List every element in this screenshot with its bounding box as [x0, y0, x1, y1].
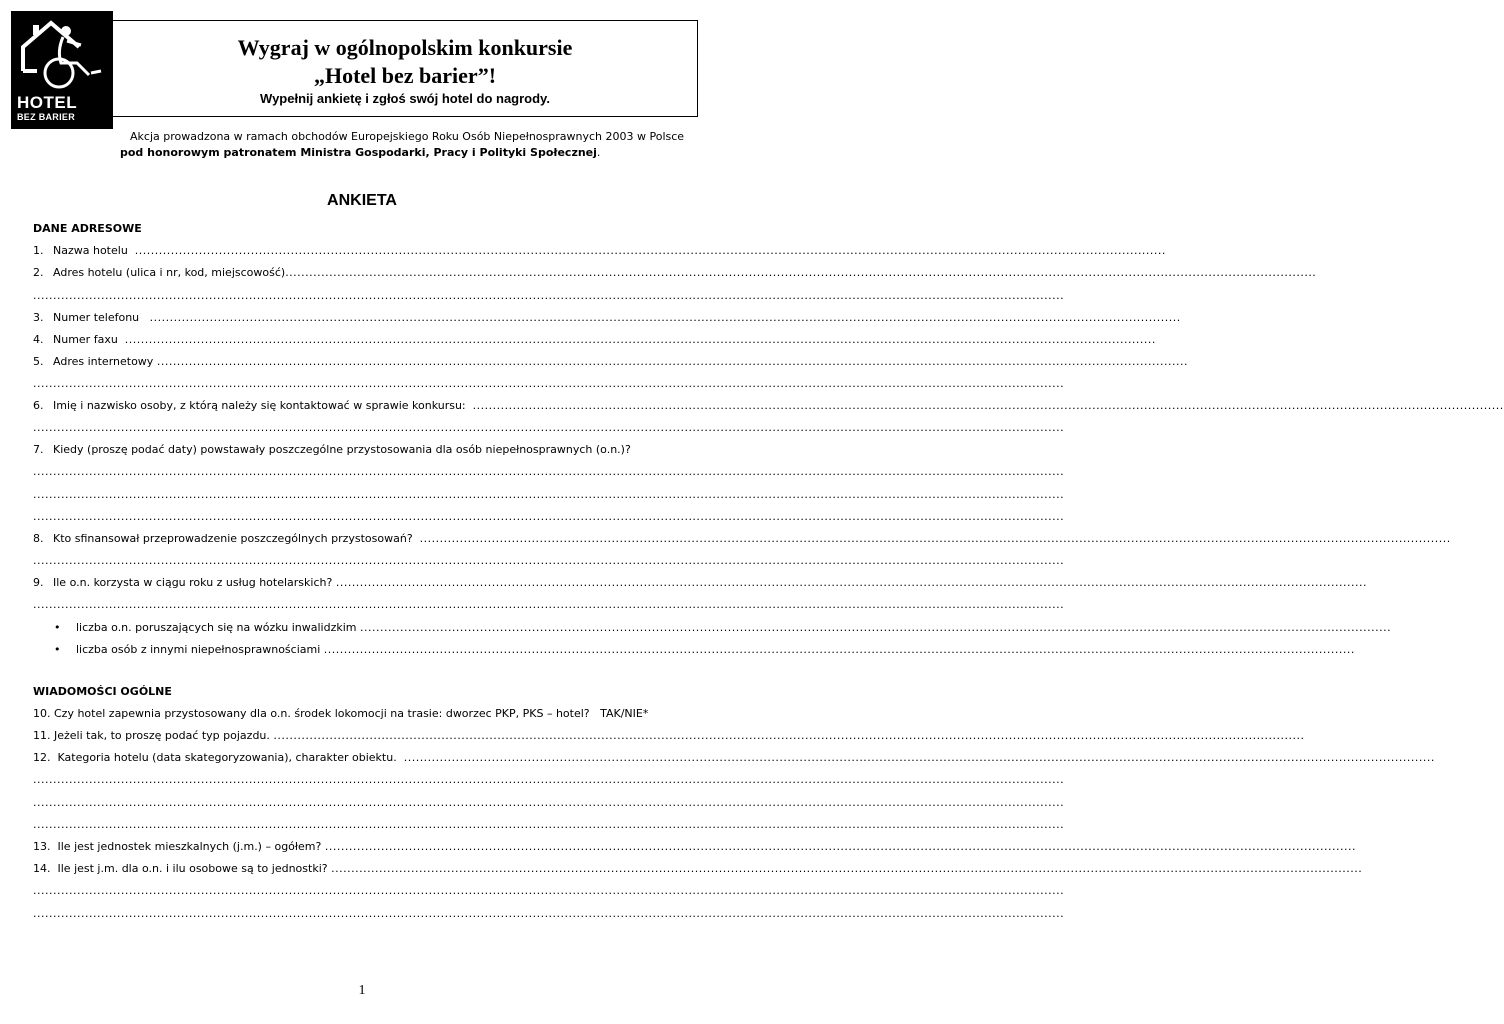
q10-label: Czy hotel zapewnia przystosowany dla o.n. środek lokomocji na trasie: dworzec PKP, PKS – hotel?: [54, 707, 590, 720]
title-line-1: Wygraj w ogólnopolskim konkursie: [237, 35, 573, 60]
bullet-label-other: liczba osób z innymi niepełnosprawnościami: [76, 643, 321, 656]
q7-label: Kiedy (proszę podać daty) powstawały poszczególne przystosowania dla osób niepełnosprawnych (o.n.)?: [53, 443, 631, 456]
field-q1[interactable]: [33, 243, 1166, 259]
fill-line[interactable]: [33, 817, 1065, 833]
intro-line-1: Akcja prowadzona w ramach obchodów Europejskiego Roku Osób Niepełnosprawnych 2003 w Polsce: [130, 130, 685, 143]
q6-fill-line[interactable]: ..................................................................................................................................................................................................................................................................: [472, 399, 1504, 412]
form-title: ANKIETA: [327, 192, 397, 209]
q11-fill-line[interactable]: ..................................................................................................................................................................................................................................................................: [273, 729, 1305, 742]
fill-line[interactable]: [33, 487, 1065, 503]
field-q4[interactable]: [33, 332, 1156, 348]
q13-label: Ile jest jednostek mieszkalnych (j.m.) – ogółem?: [57, 840, 322, 853]
q10-number: 10.: [33, 707, 51, 720]
q1-fill-line[interactable]: ..................................................................................................................................................................................................................................................................: [134, 244, 1166, 257]
fill-line-dots[interactable]: ..................................................................................................................................................................................................................................................................: [33, 598, 1065, 611]
q3-number: 3.: [33, 311, 44, 324]
q5-fill-line[interactable]: ..................................................................................................................................................................................................................................................................: [156, 355, 1188, 368]
fill-line-dots[interactable]: ..................................................................................................................................................................................................................................................................: [33, 510, 1065, 523]
bullet-icon: •: [54, 621, 61, 634]
q4-label: Numer faxu: [53, 333, 118, 346]
fill-line[interactable]: [33, 376, 1065, 392]
fill-line-dots[interactable]: ..................................................................................................................................................................................................................................................................: [33, 884, 1065, 897]
logo-text-hotel: HOTEL: [17, 93, 78, 112]
section-general: WIADOMOŚCI OGÓLNE: [33, 685, 172, 698]
page-number: 1: [358, 983, 366, 998]
q9-fill-line[interactable]: ..................................................................................................................................................................................................................................................................: [335, 576, 1367, 589]
bullet-fill-line[interactable]: ..................................................................................................................................................................................................................................................................: [360, 621, 1392, 634]
q2-number: 2.: [33, 266, 44, 279]
q4-number: 4.: [33, 333, 44, 346]
q13-number: 13.: [33, 840, 51, 853]
fill-line[interactable]: [33, 906, 1065, 922]
q8-number: 8.: [33, 532, 44, 545]
field-q12[interactable]: [33, 750, 1435, 766]
q14-label: Ile jest j.m. dla o.n. i ilu osobowe są to jednostki?: [57, 862, 328, 875]
q14-number: 14.: [33, 862, 51, 875]
fill-line[interactable]: [33, 597, 1065, 613]
fill-line-dots[interactable]: ..................................................................................................................................................................................................................................................................: [33, 289, 1065, 302]
fill-line[interactable]: [33, 795, 1065, 811]
q9-number: 9.: [33, 576, 44, 589]
field-q9[interactable]: [33, 575, 1367, 591]
hotel-bez-barier-logo: [11, 11, 113, 129]
q6-number: 6.: [33, 399, 44, 412]
fill-line-dots[interactable]: ..................................................................................................................................................................................................................................................................: [33, 465, 1065, 478]
q8-fill-line[interactable]: ..................................................................................................................................................................................................................................................................: [419, 532, 1451, 545]
q2-label: Adres hotelu (ulica i nr, kod, miejscowość): [53, 266, 286, 279]
fill-line-dots[interactable]: ..................................................................................................................................................................................................................................................................: [33, 907, 1065, 920]
subtitle: Wypełnij ankietę i zgłoś swój hotel do nagrody.: [260, 91, 550, 106]
fill-line[interactable]: [33, 772, 1065, 788]
q5-label: Adres internetowy: [53, 355, 154, 368]
logo-text-bez-barier: BEZ BARIER: [17, 112, 76, 122]
fill-line-dots[interactable]: ..................................................................................................................................................................................................................................................................: [33, 554, 1065, 567]
fill-line-dots[interactable]: ..................................................................................................................................................................................................................................................................: [33, 421, 1065, 434]
fill-line[interactable]: [33, 509, 1065, 525]
field-q8[interactable]: [33, 531, 1451, 547]
intro-period: .: [596, 146, 601, 159]
fill-line[interactable]: [33, 553, 1065, 569]
q1-label: Nazwa hotelu: [53, 244, 128, 257]
q14-fill-line[interactable]: ..................................................................................................................................................................................................................................................................: [331, 862, 1363, 875]
intro-line-2: pod honorowym patronatem Ministra Gospodarki, Pracy i Polityki Społecznej: [120, 146, 597, 159]
title-line-2: „Hotel bez barier”!: [313, 63, 497, 88]
fill-line-dots[interactable]: ..................................................................................................................................................................................................................................................................: [33, 796, 1065, 809]
q10-answer-options[interactable]: TAK/NIE*: [600, 707, 649, 720]
q12-label: Kategoria hotelu (data skategoryzowania), charakter obiektu.: [57, 751, 397, 764]
q5-number: 5.: [33, 355, 44, 368]
fill-line[interactable]: [33, 883, 1065, 899]
fill-line-dots[interactable]: ..................................................................................................................................................................................................................................................................: [33, 773, 1065, 786]
fill-line[interactable]: [33, 288, 1065, 304]
field-q14[interactable]: [33, 861, 1363, 877]
q13-fill-line[interactable]: ..................................................................................................................................................................................................................................................................: [324, 840, 1356, 853]
q2-fill-line[interactable]: ..................................................................................................................................................................................................................................................................: [285, 266, 1317, 279]
q12-number: 12.: [33, 751, 51, 764]
fill-line-dots[interactable]: ..................................................................................................................................................................................................................................................................: [33, 488, 1065, 501]
intro-text: [120, 129, 684, 161]
q6-label: Imię i nazwisko osoby, z którą należy się kontaktować w sprawie konkursu:: [53, 399, 466, 412]
field-bullet-wheelchair[interactable]: [54, 620, 1392, 636]
bullet-label-wheelchair: liczba o.n. poruszających się na wózku inwalidzkim: [76, 621, 357, 634]
field-q6[interactable]: [33, 398, 1504, 414]
field-bullet-other[interactable]: [54, 642, 1355, 658]
bullet-fill-line[interactable]: ..................................................................................................................................................................................................................................................................: [323, 643, 1355, 656]
field-q11[interactable]: [33, 728, 1305, 744]
field-q10[interactable]: [33, 706, 678, 722]
q11-label: Jeżeli tak, to proszę podać typ pojazdu.: [54, 729, 270, 742]
fill-line[interactable]: [33, 464, 1065, 480]
header-box: [113, 20, 698, 117]
q12-fill-line[interactable]: ..................................................................................................................................................................................................................................................................: [403, 751, 1435, 764]
q3-fill-line[interactable]: ..................................................................................................................................................................................................................................................................: [149, 311, 1181, 324]
field-q5[interactable]: [33, 354, 1188, 370]
q4-fill-line[interactable]: ..................................................................................................................................................................................................................................................................: [124, 333, 1156, 346]
fill-line[interactable]: [33, 420, 1065, 436]
field-q2[interactable]: [33, 265, 1317, 281]
field-q3[interactable]: [33, 310, 1181, 326]
section-address: DANE ADRESOWE: [33, 222, 142, 235]
field-q7: [33, 442, 678, 458]
fill-line-dots[interactable]: ..................................................................................................................................................................................................................................................................: [33, 377, 1065, 390]
q8-label: Kto sfinansował przeprowadzenie poszczególnych przystosowań?: [53, 532, 413, 545]
field-q13[interactable]: [33, 839, 1356, 855]
q7-number: 7.: [33, 443, 44, 456]
q1-number: 1.: [33, 244, 44, 257]
bullet-icon: •: [54, 643, 61, 656]
q11-number: 11.: [33, 729, 51, 742]
q9-label: Ile o.n. korzysta w ciągu roku z usług hotelarskich?: [53, 576, 333, 589]
fill-line-dots[interactable]: ..................................................................................................................................................................................................................................................................: [33, 818, 1065, 831]
q3-label: Numer telefonu: [53, 311, 140, 324]
